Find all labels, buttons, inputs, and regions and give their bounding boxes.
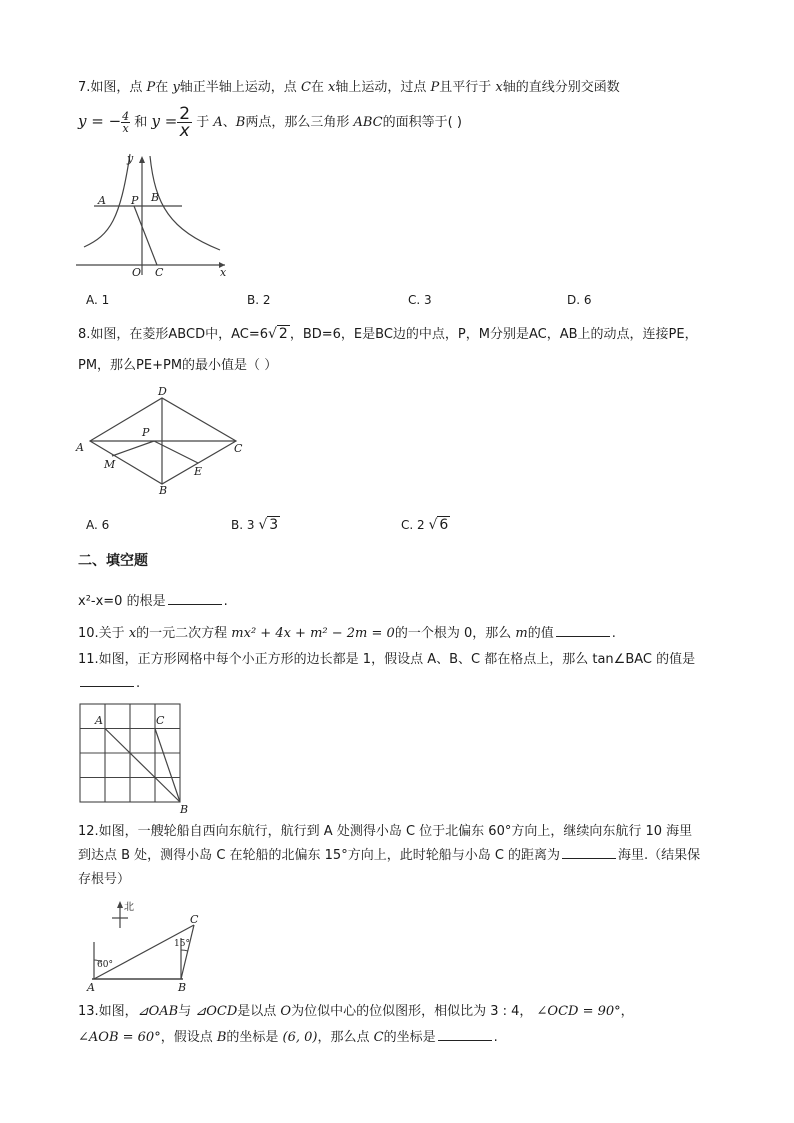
q7-label-p: P [131, 194, 139, 207]
q7-text: 的面积等于( ) [382, 115, 462, 130]
q7-x-axis: x [328, 80, 336, 95]
q8-label-b: B [159, 484, 168, 497]
q10-equation: mx² + 4x + m² − 2m = 0 [231, 626, 395, 641]
q12-line3: 存根号） [78, 872, 131, 887]
q13-line2: ∠AOB = 60°，假设点 B的坐标是 (6, 0)，那么点 C的坐标是 . [78, 1030, 498, 1045]
q7-point-p: P [146, 80, 156, 95]
q7-eq2-fraction: $\frac{2}{x}$ [179, 104, 191, 141]
q8-label-m: M [104, 458, 116, 471]
q12-label-60: 60° [97, 960, 113, 970]
q11-figure [78, 702, 194, 814]
q7-text: 轴上运动，过点 [335, 80, 431, 95]
q8-line1 [78, 324, 698, 345]
q8-figure [74, 384, 254, 496]
q7-label-o: O [132, 266, 142, 279]
q7-option-b[interactable]: B. 2 [247, 293, 271, 307]
q12-answer-blank[interactable] [562, 846, 616, 859]
q12-line2: 到达点 B 处，测得小岛 C 在轮船的北偏东 15°方向上，此时轮船与小岛 C 的距离为 海里.（结果保 [78, 848, 701, 863]
q7-segment-pc [134, 206, 157, 265]
q12-label-15: 15° [174, 939, 190, 949]
q7-point-p: P [430, 80, 440, 95]
q12-north-arrow-icon [117, 901, 123, 908]
q7-text: 于 [196, 115, 214, 130]
q11-answer-blank[interactable] [80, 674, 134, 687]
q7-option-a[interactable]: A. 1 [86, 293, 110, 307]
q8-line2: PM，那么PE+PM的最小值是（ ） [78, 358, 278, 373]
q7-text: 轴的直线分别交函数 [502, 80, 620, 95]
q13-coordinate: (6, 0) [282, 1030, 318, 1045]
q7-triangle: ABC [353, 115, 383, 130]
q13-line1: 13.如图，⊿OAB与 ⊿OCD是以点 O为位似中心的位似图形，相似比为 3 : 4， ∠OCD = 90°， [78, 1004, 634, 1019]
q12-segment-bc [181, 925, 194, 979]
q13-answer-blank[interactable] [438, 1028, 492, 1041]
q7-curve-right [150, 156, 220, 250]
q12-segment-ac [94, 925, 194, 979]
q11-label-a: A [95, 714, 103, 727]
q8-label-p: P [142, 426, 150, 439]
q7-eq2-lhs: y = [151, 112, 178, 130]
q7-y-axis: y [172, 80, 180, 95]
q7-option-c[interactable]: C. 3 [408, 293, 432, 307]
q7-label-b: B [151, 191, 160, 204]
q11-label-c: C [156, 714, 165, 727]
q8-text: ，BD=6，E是BC边的中点，P，M分别是AC，AB上的动点，连接PE， [289, 327, 698, 342]
q8-option-c-sqrt: √ 6 [428, 517, 449, 533]
q7-y-arrow-icon [139, 156, 145, 163]
section-heading: 二、填空题 [78, 553, 148, 569]
q8-label-a: A [76, 441, 84, 454]
q8-option-c[interactable]: C. 2 √ 6 [401, 517, 449, 533]
q7-label-x: x [220, 266, 227, 279]
q7-text: 两点，那么三角形 [245, 115, 354, 130]
q8-label-e: E [194, 465, 203, 478]
q7-text: 且平行于 [439, 80, 496, 95]
q8-option-a[interactable]: A. 6 [86, 518, 110, 532]
q8-segment-pe [154, 441, 198, 463]
q7-label-a: A [98, 194, 106, 207]
q7-line2: y = − $\frac{4}{x}$ 和 y = $\frac{2}{x}$ 于 A、B两点，那么三角形 ABC的面积等于( ) [78, 104, 462, 141]
q12-label-b: B [178, 981, 187, 994]
q13-triangle-oab: ⊿OAB [137, 1004, 179, 1019]
q12-label-north: 北 [124, 902, 134, 913]
q7-text: 轴正半轴上运动，点 [179, 80, 301, 95]
q7-curve-left [84, 154, 130, 247]
q11-segment-cb [155, 729, 180, 803]
q11-line2: . [78, 674, 140, 694]
q7-text: 在 [155, 80, 173, 95]
q8-text: 8.如图，在菱形ABCD中，AC=6 [78, 327, 268, 342]
q11-segment-ab [105, 729, 180, 803]
q12-figure [82, 898, 212, 994]
q7-text: 和 [134, 115, 148, 130]
q7-line1 [78, 78, 620, 98]
q7-option-d[interactable]: D. 6 [567, 293, 592, 307]
q7-label-c: C [155, 266, 164, 279]
q12-label-a: A [87, 981, 95, 994]
q9-answer-blank[interactable] [168, 592, 222, 605]
q7-text: 在 [310, 80, 329, 95]
q11-label-b: B [180, 803, 189, 816]
q7-x-axis: x [495, 80, 503, 95]
q10-answer-blank[interactable] [556, 624, 610, 637]
q7-text: 7.如图，点 [78, 80, 147, 95]
q8-segment-mp [112, 441, 154, 456]
q7-eq1-fraction: $\frac{4}{x}$ [122, 110, 130, 135]
q7-eq1-lhs: y = − [78, 112, 122, 130]
q13-triangle-ocd: ⊿OCD [195, 1004, 238, 1019]
q8-sqrt: √ 2 [267, 326, 288, 342]
q8-option-b[interactable]: B. 3 √ 3 [231, 517, 279, 533]
q13-angle-aob: ∠AOB = 60° [78, 1030, 161, 1045]
q7-label-y: y [127, 152, 134, 165]
q8-option-b-sqrt: √ 3 [258, 517, 279, 533]
q7-figure [70, 150, 240, 280]
q8-label-c: C [234, 442, 243, 455]
q13-angle-ocd: ∠OCD = 90° [536, 1004, 621, 1019]
q9-line: x²-x=0 的根是 . [78, 594, 228, 609]
q12-line1: 12.如图，一艘轮船自西向东航行，航行到 A 处测得小岛 C 位于北偏东 60°方向上，继续向东航行 10 海里 [78, 824, 693, 839]
q12-label-c: C [190, 913, 199, 926]
q11-line1: 11.如图，正方形网格中每个小正方形的边长都是 1，假设点 A、B、C 都在格点上，那么 tan∠BAC 的值是 [78, 652, 696, 667]
q12-angle15-arc [181, 950, 188, 951]
q7-point-c: C [300, 80, 311, 95]
q8-label-d: D [158, 385, 167, 398]
q10-line: 10.关于 x的一元二次方程 mx² + 4x + m² − 2m = 0的一个根为 0，那么 m的值 . [78, 626, 616, 641]
